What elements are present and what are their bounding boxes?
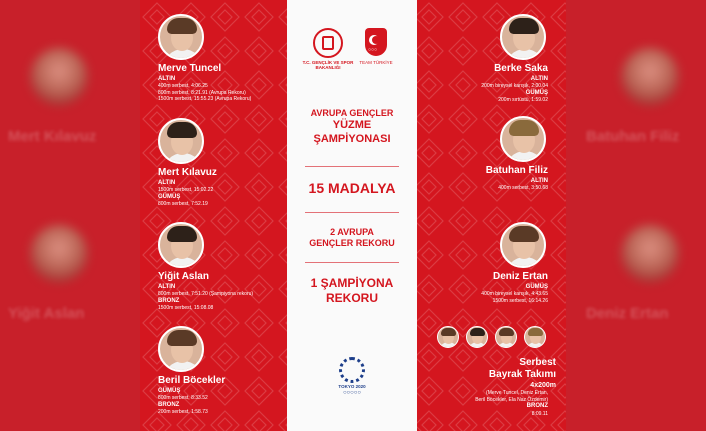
divider [305, 166, 399, 167]
event-result: 200m bireysel karışık, 2:00.04 [481, 83, 548, 89]
title-line-3: ŞAMPİYONASI [313, 133, 391, 145]
event-result: 800m serbest, 8:21.91 (Avrupa Rekoru) [158, 89, 246, 96]
event-result: 400m bireysel karışık, 4:43.65 [481, 291, 548, 297]
event-result: 200m serbest, 1:58.73 [158, 408, 208, 415]
records-line-1: 2 AVRUPA [330, 227, 374, 237]
medal-label: BRONZ [526, 403, 548, 409]
medal-label: BRONZ [158, 401, 180, 408]
medal-label: GÜMÜŞ [525, 284, 548, 290]
blurred-photo [621, 225, 679, 283]
avatar [158, 118, 204, 164]
relay-title-2: Bayrak Takımı [488, 369, 556, 380]
center-panel [287, 0, 417, 431]
medal-label: 4x200m [530, 382, 556, 389]
medal-label: ALTIN [158, 284, 176, 290]
athlete-name: Beril Böcekler [158, 375, 226, 386]
medal-label: ALTIN [530, 76, 548, 82]
divider [305, 212, 399, 213]
tokyo-label: TOKYO 2020 [338, 384, 366, 389]
relay-team-photos [437, 326, 557, 350]
blurred-photo [30, 48, 88, 106]
event-result: 800m serbest, 8:33.52 [158, 395, 208, 401]
blurred-background-right [566, 0, 706, 431]
avatar [158, 326, 204, 372]
blurred-name: Mert Kılavuz [8, 128, 97, 145]
event-result: 8:09.11 [531, 411, 548, 417]
blurred-name: Batuhan Filiz [586, 128, 680, 145]
avatar [524, 326, 546, 348]
athlete-name: Berke Saka [494, 63, 548, 74]
event-result: Beril Böcekler, Ela Naz Özdemir) [475, 396, 548, 403]
event-result: 1500m serbest, 15:55.23 (Avrupa Rekoru) [158, 96, 252, 102]
avatar [495, 326, 517, 348]
athlete-name: Merve Tuncel [158, 63, 222, 74]
avatar [500, 14, 546, 60]
event-result: (Merve Tuncel, Deniz Ertan, [486, 390, 548, 396]
relay-title-1: Serbest [519, 357, 556, 368]
medal-label: GÜMÜŞ [158, 388, 181, 394]
medals-count: 15 MADALYA [308, 180, 396, 196]
athlete-name: Mert Kılavuz [158, 167, 217, 178]
ministry-label: T.C. GENÇLİK VE SPOR BAKANLIĞI [302, 60, 354, 71]
blurred-background-left [0, 0, 140, 431]
championship-record-line-1: 1 ŞAMPİYONA [310, 276, 394, 290]
avatar [466, 326, 488, 348]
medal-label: ALTIN [158, 76, 176, 82]
avatar [500, 116, 546, 162]
tokyo-emblem-icon [339, 357, 365, 383]
event-result: 200m sırtüstü, 1:59.02 [498, 96, 548, 103]
event-result: 400m serbest, 4:06.25 [158, 83, 208, 89]
medal-label: ALTIN [158, 180, 176, 186]
blurred-photo [621, 48, 679, 106]
event-result: 1500m serbest, 15:08.08 [158, 304, 214, 311]
event-result: 800m serbest, 7:52.19 [158, 200, 208, 207]
avatar [437, 326, 459, 348]
medal-label: GÜMÜŞ [525, 89, 548, 96]
athlete-name: Batuhan Filiz [485, 165, 548, 176]
event-result: 400m serbest, 3:50.68 [498, 185, 548, 191]
left-athletes [140, 0, 286, 431]
event-result: 1500m serbest, 16:14.26 [492, 297, 548, 304]
team-turkiye-logo-icon: ○○○ [365, 28, 387, 56]
athlete-name: Deniz Ertan [492, 271, 548, 282]
event-result: 800m serbest, 7:51.20 (Şampiyona rekoru) [158, 291, 254, 297]
avatar [158, 14, 204, 60]
medal-label: ALTIN [530, 178, 548, 184]
tokyo-2020-logo [335, 357, 369, 397]
medal-label: GÜMÜŞ [158, 193, 181, 200]
medal-label: BRONZ [158, 297, 180, 304]
blurred-photo [30, 225, 88, 283]
championship-record-line-2: REKORU [325, 291, 378, 305]
olympic-rings-icon: ○○○○○ [342, 390, 362, 396]
team-label: TEAM TÜRKİYE [359, 60, 393, 65]
title-line-2: YÜZME [332, 119, 372, 131]
ministry-logo-icon [313, 28, 343, 58]
divider [305, 262, 399, 263]
avatar [500, 222, 546, 268]
title-line-1: AVRUPA GENÇLER [310, 108, 394, 118]
logos [299, 28, 405, 78]
athlete-name: Yiğit Aslan [158, 271, 209, 282]
blurred-name: Yiğit Aslan [8, 305, 85, 322]
blurred-name: Deniz Ertan [586, 305, 669, 322]
event-result: 1500m serbest, 15:02.22 [158, 187, 214, 193]
avatar [158, 222, 204, 268]
records-line-2: GENÇLER REKORU [309, 238, 395, 248]
